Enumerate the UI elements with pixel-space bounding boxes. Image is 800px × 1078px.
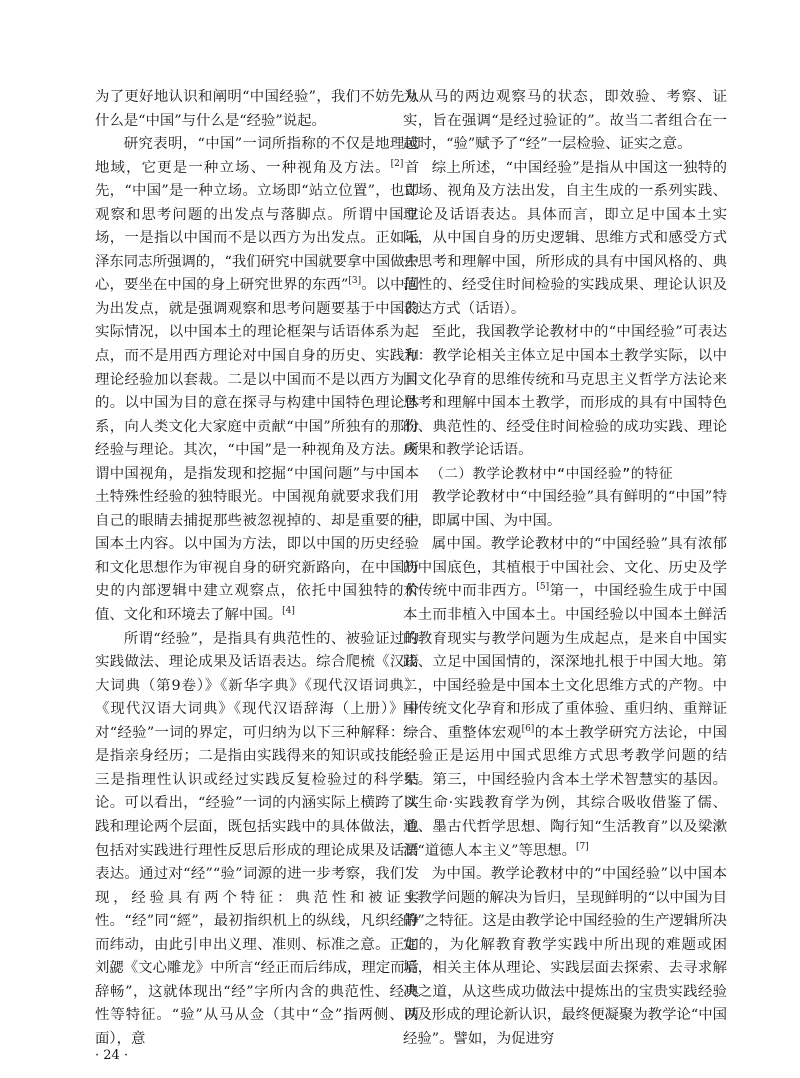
- page-number: · 24 ·: [95, 1048, 129, 1063]
- citation-ref: [6]: [521, 723, 535, 734]
- paragraph: 为从马的两边观察马的状态，即效验、考察、证实，旨在强调“是经过验证的”。故当二者组合在一起时，“验”赋予了“经”一层检验、证实之意。: [403, 89, 727, 153]
- citation-ref: [2]: [390, 158, 404, 169]
- citation-ref: [4]: [282, 606, 295, 617]
- left-column: [95, 86, 419, 1051]
- paragraph: 为了更好地认识和阐明“中国经验”，我们不妨先从什么是“中国”与什么是“经验”说起。: [95, 89, 419, 129]
- paragraph: 所谓“经验”，是指具有典范性的、被验证过的实践做法、理论成果及话语表达。综合爬梳《汉语大词典（第9卷）》《新华字典》《现代汉语词典》《现代汉语大词典》《现代汉语辞海（上册）》中对“经验”一词的界定，可归纳为以下三种解释：一是指亲身经历；二是指由实践得来的知识或技能；三是指理性认识或经过实践反复检验过的科学结论。可以看出，“经验”一词的内涵实际上横跨了实践和理论两个层面，既包括实践中的具体做法，也包括对实践进行理性反思后形成的理论成果及话语表达。通过对“经”“验”词源的进一步考察，我们发现，经验具有两个特征：典范性和被证实性。“经”同“經”，最初指织机上的纵线，凡织经静而纬动，由此引申出义理、准则、标准之意。正如刘勰《文心雕龙》中所言“经正而后纬成，理定而后辞畅”，这就体现出“经”字所内含的典范性、经典性等特征。“验”从马从佥（其中“佥”指两侧、两面），意: [95, 630, 419, 1047]
- citation-ref: [5]: [536, 582, 550, 593]
- right-column: [403, 86, 727, 1051]
- text-run: 研究表明，“中国”一词所指称的不仅是地理或地域，它更是一种立场、一种视角及方法。: [95, 136, 419, 176]
- paragraph: 教学论教材中“中国经验”具有鲜明的“中国”特征，即属中国、为中国。: [403, 489, 727, 529]
- text-run: 属中国。教学论教材中的“中国经验”具有浓郁的中国底色，其植根于中国社会、文化、历史及学术传统中而非西方。: [403, 536, 727, 600]
- paragraph: [403, 533, 727, 863]
- text-run: 第一，中国经验生成于中国本土而非植入中国本土。中国经验以中国本土鲜活的教育现实与教学问题为生成起点，是来自中国实践、立足中国国情的，深深地扎根于中国大地。第二，中国经验是中国本土文化思维方式的产物。中国传统文化孕育和形成了重体验、重归纳、重辩证综合、重整体宏观: [403, 583, 727, 741]
- text-run: 。以中国为出发点，就是强调观察和思考问题要基于中国的实际情况，以中国本土的理论框架与话语体系为起点，而不是用西方理论对中国自身的历史、实践和理论经验加以套裁。二是以中国而不是以西方为目的。以中国为目的意在探寻与构建中国特色理论体系，向人类文化大家庭中贡献“中国”所独有的那份经验与理论。其次，“中国”是一种视角及方法。所谓中国视角，是指发现和挖掘“中国问题”与中国本土特殊性经验的独特眼光。中国视角就要求我们用自己的眼睛去捕捉那些被忽视掉的、却是重要的中国本土内容。以中国为方法，即以中国的历史经验和文化思想作为审视自身的研究新路向，在中国历史的内部逻辑中建立观察点，依托中国独特的价值、文化和环境去了解中国。: [95, 277, 419, 624]
- section-heading: （二）教学论教材中“中国经验”的特征: [430, 465, 674, 482]
- paragraph: [95, 133, 419, 627]
- text-run: 首先，“中国”是一种立场。立场即“站立位置”，也即观察和思考问题的出发点与落脚点。所谓中国立场，一是指以中国而不是以西方为出发点。正如毛泽东同志所强调的，“我们研究中国就要拿中国做中心，要坐在中国的身上研究世界的东西”: [95, 159, 419, 294]
- paragraph: 至此，我国教学论教材中的“中国经验”可表达为：教学论相关主体立足中国本土教学实际，以中国文化孕育的思维传统和马克思主义哲学方法论来思考和理解中国本土教学，而形成的具有中国特色的、典范性的、经受住时间检验的成功实践、理论成果和教学论话语。: [403, 324, 727, 459]
- paragraph: 为中国。教学论教材中的“中国经验”以中国本土教学问题的解决为旨归，呈现鲜明的“以中国为目的”之特征。这是由教学论中国经验的生产逻辑所决定的，为化解教育教学实践中所出现的难题或困境，相关主体从理论、实践层面去探索、去寻求解决之道，从这些成功做法中提炼出的宝贵实践经验以及形成的理论新认识，最终便凝聚为教学论“中国经验”。譬如，为促进穷: [403, 866, 727, 1047]
- text-run: 的本土教学研究方法论，中国经验正是运用中国式思维方式思考教学问题的结果。第三，中国经验内含本土学术智慧实的基因。以生命·实践教育学为例，其综合吸收借鉴了儒、道、墨古代哲学思想、陶行知“生活教育”以及梁漱溟“道德人本主义”等思想。: [403, 724, 727, 859]
- citation-ref: [3]: [348, 276, 362, 287]
- citation-ref: [7]: [576, 841, 589, 852]
- paragraph: 综上所述，“中国经验”是指从中国这一独特的立场、视角及方法出发，自主生成的一系列实践、理论及话语表达。具体而言，即立足中国本土实际，从中国自身的历史逻辑、思维方式和感受方式去思考和理解中国，所形成的具有中国风格的、典范性的、经受住时间检验的实践成果、理论认识及表达方式（话语）。: [403, 159, 727, 317]
